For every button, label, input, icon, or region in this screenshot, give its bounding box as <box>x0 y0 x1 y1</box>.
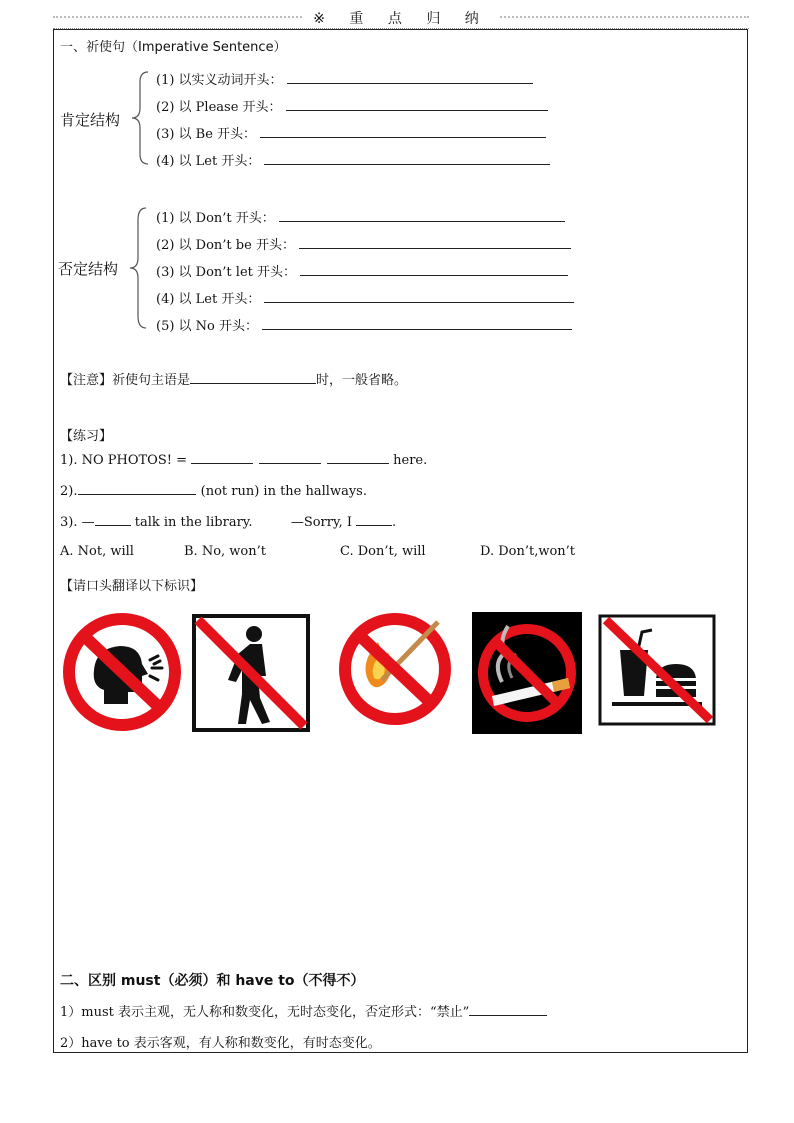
section2-line2: 2）have to 表示客观，有人称和数变化，有时态变化。 <box>60 1036 381 1051</box>
negative-item-1: (1) 以 Don’t 开头： <box>156 207 565 226</box>
practice-q1: 1). NO PHOTOS! = here. <box>60 453 428 468</box>
option-b[interactable]: B. No, won’t <box>184 544 266 559</box>
answer-blank[interactable] <box>78 482 196 495</box>
answer-blank[interactable] <box>259 451 321 464</box>
negative-brace-icon <box>128 206 148 330</box>
answer-blank[interactable] <box>300 263 568 276</box>
note-line: 【注意】祈使句主语是 时，一般省略。 <box>60 373 408 388</box>
section2-title: 二、区别 must（必须）和 have to（不得不） <box>60 973 365 989</box>
negative-item-2: (2) 以 Don’t be 开头： <box>156 234 571 253</box>
answer-blank[interactable] <box>299 236 571 249</box>
answer-blank[interactable] <box>356 513 392 526</box>
no-smoking-sign-icon <box>472 612 582 734</box>
answer-blank[interactable] <box>287 71 533 84</box>
practice-title: 【练习】 <box>60 429 113 444</box>
page-header <box>53 6 749 29</box>
positive-brace-icon <box>130 70 150 166</box>
section1-title: 一、祈使句（Imperative Sentence） <box>60 40 287 55</box>
answer-blank[interactable] <box>264 152 550 165</box>
practice-q2: 2). (not run) in the hallways. <box>60 484 367 499</box>
no-walking-sign-icon <box>192 614 310 732</box>
no-food-sign-icon <box>598 614 716 726</box>
practice-q3: 3). — talk in the library. —Sorry, I . <box>60 515 397 530</box>
no-fire-sign-icon <box>338 612 452 726</box>
option-d[interactable]: D. Don’t,won’t <box>480 544 576 559</box>
positive-item-2: (2) 以 Please 开头： <box>156 96 548 115</box>
positive-item-1: (1) 以实义动词开头： <box>156 69 533 88</box>
answer-blank[interactable] <box>190 371 316 384</box>
answer-blank[interactable] <box>191 451 253 464</box>
answer-blank[interactable] <box>264 290 574 303</box>
header-title: ※ 重 点 归 纳 <box>303 8 499 28</box>
positive-item-3: (3) 以 Be 开头： <box>156 123 546 142</box>
answer-blank[interactable] <box>279 209 565 222</box>
signs-title: 【请口头翻译以下标识】 <box>60 579 204 594</box>
positive-item-4: (4) 以 Let 开头： <box>156 150 550 169</box>
content-frame <box>53 29 748 1053</box>
answer-blank[interactable] <box>286 98 548 111</box>
section2-line1: 1）must 表示主观，无人称和数变化，无时态变化，否定形式：“禁止” <box>60 1001 547 1020</box>
option-c[interactable]: C. Don’t, will <box>340 544 426 559</box>
negative-label: 否定结构 <box>58 260 119 278</box>
positive-label: 肯定结构 <box>60 111 121 129</box>
negative-item-3: (3) 以 Don’t let 开头： <box>156 261 568 280</box>
answer-blank[interactable] <box>260 125 546 138</box>
negative-item-5: (5) 以 No 开头： <box>156 315 572 334</box>
answer-blank[interactable] <box>327 451 389 464</box>
no-shouting-sign-icon <box>62 612 182 732</box>
answer-blank[interactable] <box>469 1003 547 1016</box>
answer-blank[interactable] <box>262 317 572 330</box>
negative-item-4: (4) 以 Let 开头： <box>156 288 574 307</box>
answer-blank[interactable] <box>95 513 131 526</box>
option-a[interactable]: A. Not, will <box>60 544 134 559</box>
